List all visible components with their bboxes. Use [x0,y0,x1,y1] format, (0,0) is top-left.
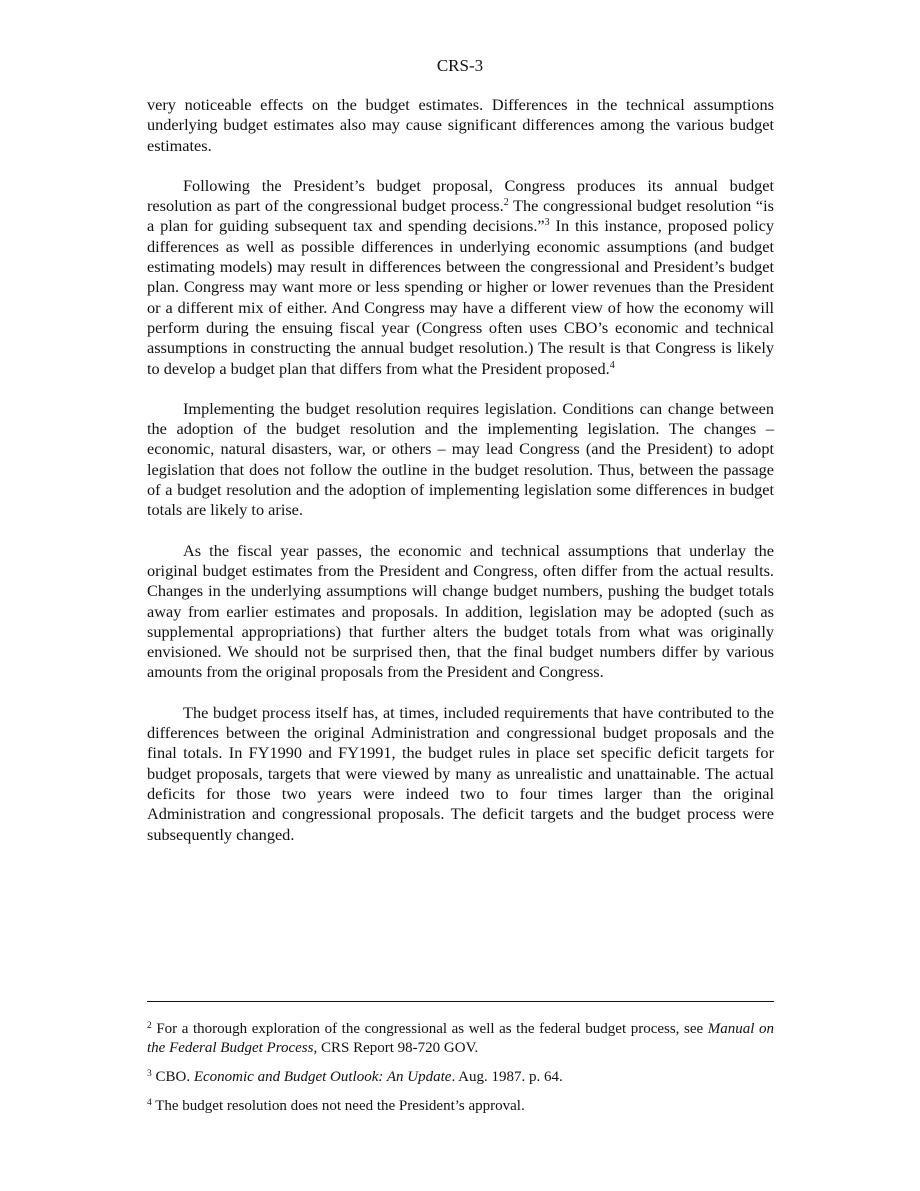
footnote-text: For a thorough exploration of the congressional as well as the federal budget process, see [151,1021,708,1037]
page-number-header: CRS-3 [436,56,484,75]
footnote-ref-2[interactable]: 2 [503,197,509,209]
footnote-2 [147,1020,774,1058]
footnote-citation-title: Manual on the Federal Budget Process [147,1021,774,1056]
footnote-text: , CRS Report 98-720 GOV. [313,1040,479,1056]
footnote-number: 2 [147,1021,152,1031]
footnote-3 [147,1068,774,1087]
footnote-text: . Aug. 1987. p. 64. [451,1069,563,1085]
footnote-ref-4[interactable]: 4 [609,359,615,371]
paragraph-text: In this instance, proposed policy differences as well as possible differences in underlying economic assumptions (and budget estimating models) may result in differences between the congressional and President’s budget plan. Congress may want more or less spending or higher or lower revenues than the President or a different mix of either. And Congress may have a different view of how the economy will perform during the ensuing fiscal year (Congress often uses CBO’s economic and technical assumptions in constructing the annual budget resolution.) The result is that Congress is likely to develop a budget plan that differs from what the President proposed. [147,216,775,378]
footnote-4 [147,1097,774,1116]
paragraph-text: Following the President’s budget proposal, Congress produces its annual budget resolution as part of the congressional budget process. [147,175,774,216]
footnote-number: 3 [147,1069,152,1079]
footnotes [147,1020,774,1126]
footnote-text: The budget resolution does not need the President’s approval. [151,1098,525,1114]
body-text [147,95,774,865]
paragraph-implementing-legislation: Implementing the budget resolution requires legislation. Conditions can change between the adoption of the budget resolution and the implementing legislation. The changes – economic, natural disasters, war, or others – may lead Congress (and the President) to adopt legislation that does not follow the outline in the budget resolution. Thus, between the passage of a budget resolution and the adoption of implementing legislation some differences in budget totals are likely to arise. [147,398,774,520]
paragraph-fiscal-year-passes: As the fiscal year passes, the economic and technical assumptions that underlay the original budget estimates from the President and Congress, often differ from the actual results. Changes in the underlying assumptions will change budget numbers, pushing the budget totals away from earlier estimates and proposals. In addition, legislation may be adopted (such as supplemental appropriations) that further alters the budget totals from what was originally envisioned. We should not be surprised then, that the final budget numbers differ by various amounts from the original proposals from the President and Congress. [147,540,774,682]
paragraph-budget-process-requirements: The budget process itself has, at times, included requirements that have contributed to the differences between the original Administration and congressional budget proposals and the final totals. In FY1990 and FY1991, the budget rules in place set specific deficit targets for budget proposals, targets that were viewed by many as unrealistic and unattainable. The actual deficits for those two years were indeed two to four times larger than the original Administration and congressional proposals. The deficit targets and the budget process were subsequently changed. [147,702,774,844]
footnote-citation-title: Economic and Budget Outlook: An Update [193,1069,452,1085]
footnote-divider [147,1001,774,1002]
paragraph-text: The congressional budget resolution “is a plan for guiding subsequent tax and spending decisions.” [147,196,774,236]
paragraph-continuation: very noticeable effects on the budget estimates. Differences in the technical assumptions underlying budget estimates also may cause significant differences among the various budget estimates. [147,95,774,155]
footnote-number: 4 [147,1098,152,1108]
paragraph-budget-resolution [147,176,774,379]
footnote-ref-3[interactable]: 3 [544,217,550,229]
footnote-text: CBO. [151,1069,194,1085]
